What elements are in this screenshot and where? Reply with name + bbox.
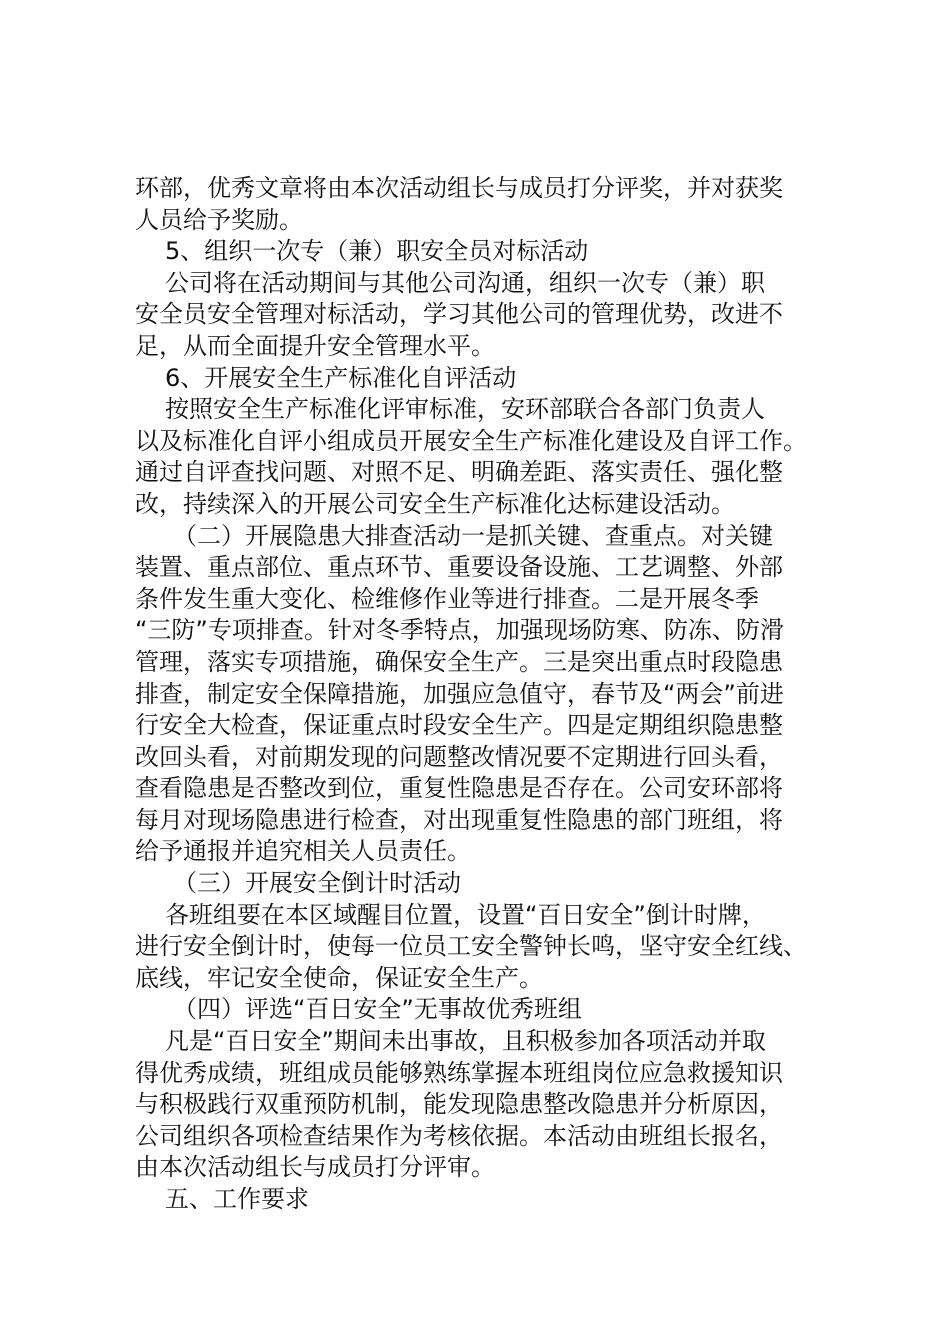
text-line: 给予通报并追究相关人员责任。 [135, 837, 471, 866]
text-line: 公司组织各项检查结果作为考核依据。本活动由班组长报名， [135, 1121, 783, 1150]
text-line: 足，从而全面提升安全管理水平。 [135, 331, 495, 360]
section-heading: 五、工作要求 [165, 1185, 309, 1213]
text-line: 得优秀成绩，班组成员能够熟练掌握本班组岗位应急救援知识 [135, 1058, 783, 1087]
text-line: 改回头看，对前期发现的问题整改情况要不定期进行回头看， [135, 742, 783, 771]
text-line: 管理，落实专项措施，确保安全生产。三是突出重点时段隐患 [135, 647, 783, 676]
text-line: 按照安全生产标准化评审标准，安环部联合各部门负责人 [165, 395, 765, 424]
text-line: 公司将在活动期间与其他公司沟通，组织一次专（兼）职 [165, 268, 765, 297]
section-heading: （四）评选“百日安全”无事故优秀班组 [173, 995, 582, 1024]
text-line: 底线，牢记安全使命，保证安全生产。 [135, 963, 543, 992]
text-line: 每月对现场隐患进行检查，对出现重复性隐患的部门班组，将 [135, 805, 783, 834]
section-heading: 6、开展安全生产标准化自评活动 [165, 363, 517, 392]
section-heading: （二）开展隐患大排查活动一是抓关键、查重点。对关键 [173, 521, 773, 550]
section-heading: 5、组织一次专（兼）职安全员对标活动 [165, 237, 589, 266]
text-line: 装置、重点部位、重点环节、重要设备设施、工艺调整、外部 [135, 553, 783, 582]
text-line: 查看隐患是否整改到位，重复性隐患是否存在。公司安环部将 [135, 774, 783, 803]
body-text [135, 173, 835, 1216]
text-line: 安全员安全管理对标活动，学习其他公司的管理优势，改进不 [135, 300, 783, 329]
text-line: 改，持续深入的开展公司安全生产标准化达标建设活动。 [135, 489, 735, 518]
text-line: 环部，优秀文章将由本次活动组长与成员打分评奖，并对获奖 [135, 174, 783, 202]
text-line: 凡是“百日安全”期间未出事故，且积极参加各项活动并取 [165, 1027, 766, 1056]
text-line: 以及标准化自评小组成员开展安全生产标准化建设及自评工作。 [135, 426, 807, 455]
text-line: 条件发生重大变化、检维修作业等进行排查。二是开展冬季 [135, 584, 759, 613]
text-line: 通过自评查找问题、对照不足、明确差距、落实责任、强化整 [135, 458, 783, 487]
text-line: “三防”专项排查。针对冬季特点，加强现场防寒、防冻、防滑 [135, 616, 784, 645]
text-line: 进行安全倒计时，使每一位员工安全警钟长鸣，坚守安全红线、 [135, 932, 807, 961]
text-line: 排查，制定安全保障措施，加强应急值守，春节及“两会”前进 [135, 679, 784, 708]
text-line: 与积极践行双重预防机制，能发现隐患整改隐患并分析原因， [135, 1090, 783, 1119]
text-line: 各班组要在本区域醒目位置，设置“百日安全”倒计时牌， [165, 900, 766, 929]
text-line: 行安全大检查，保证重点时段安全生产。四是定期组织隐患整 [135, 711, 783, 740]
text-line: 人员给予奖励。 [135, 205, 303, 234]
section-heading: （三）开展安全倒计时活动 [173, 869, 461, 898]
text-line: 由本次活动组长与成员打分评审。 [135, 1153, 495, 1182]
